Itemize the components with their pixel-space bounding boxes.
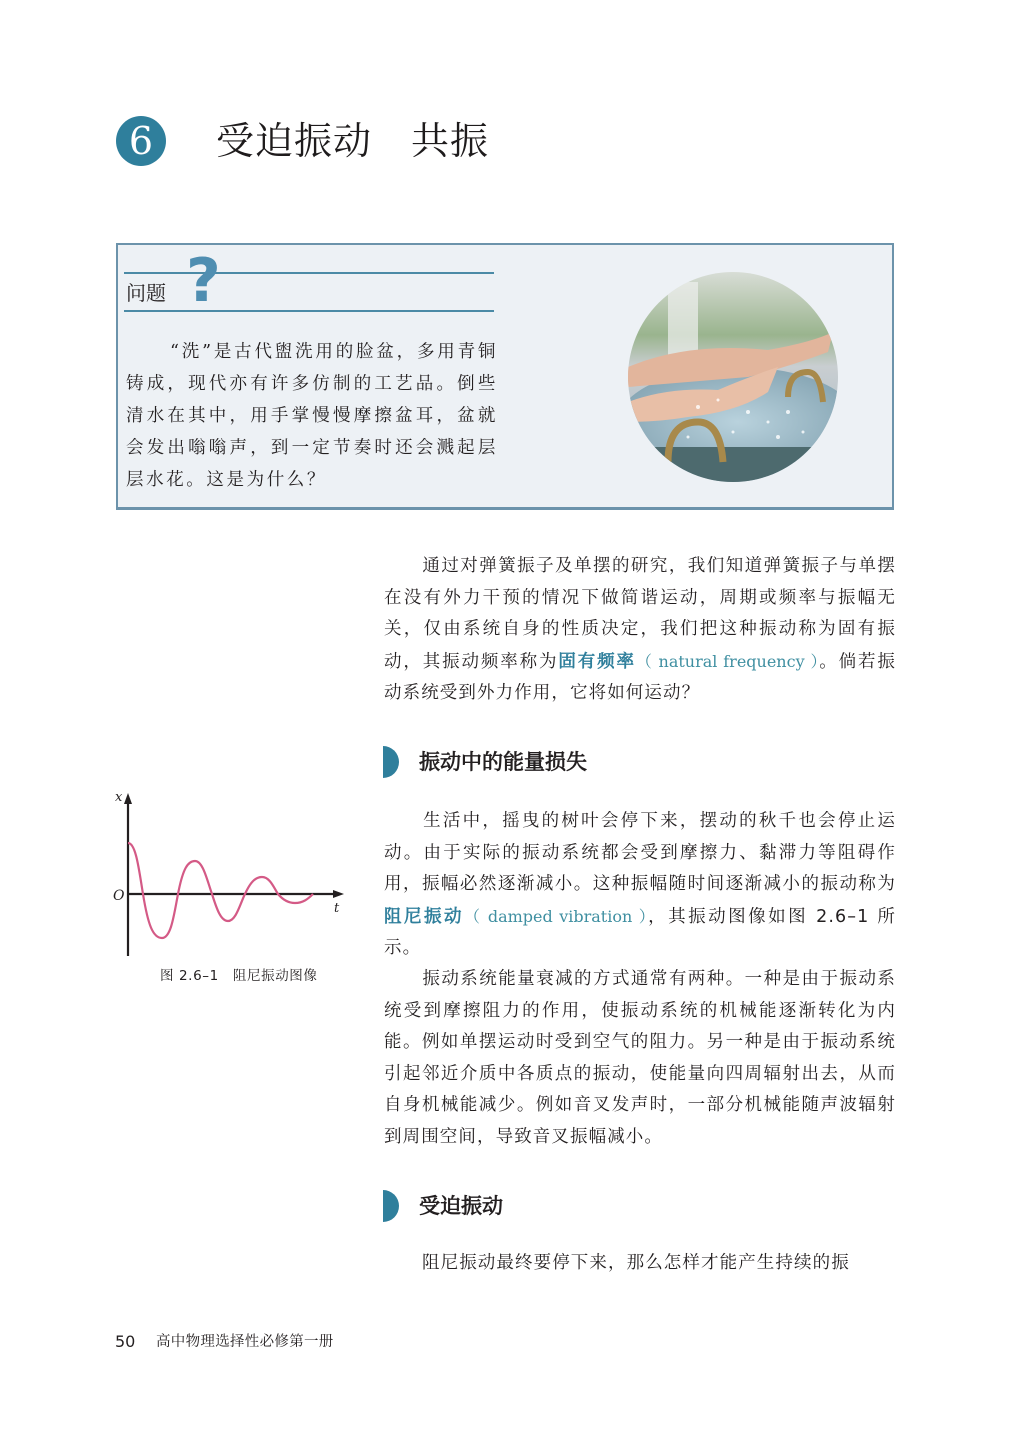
damped-vibration-figure	[108, 786, 358, 966]
term-damped-vibration: 阻尼振动	[384, 906, 464, 927]
section-marker-icon	[383, 746, 399, 778]
question-label: 问题	[126, 281, 166, 305]
section-title: 振动中的能量损失	[419, 750, 587, 774]
chapter-title: 受迫振动 共振	[216, 119, 490, 163]
section-marker-icon	[383, 1190, 399, 1222]
energy-loss-paragraph-2: 振动系统能量衰减的方式通常有两种。一种是由于振动系统受到摩擦阻力的作用，使振动系统的机械能逐渐转化为内能。例如单摆运动时受到空气的阻力。另一种是由于振动系统引起邻近介质中各质点的振动，使能量向四周辐射出去，从而自身机械能减少。例如音叉发声时，一部分机械能随声波辐射到周围空间，导致音叉振幅减小。	[384, 969, 896, 1147]
page-number: 50	[115, 1332, 136, 1351]
question-top-rule	[124, 272, 494, 274]
forced-vibration-paragraph: 阻尼振动最终要停下来，那么怎样才能产生持续的振	[422, 1253, 850, 1273]
term-damped-vibration-en: （ damped vibration ）	[463, 906, 649, 926]
book-title: 高中物理选择性必修第一册	[156, 1334, 334, 1350]
origin-label: O	[113, 888, 125, 904]
energy-loss-paragraph-1: 生活中，摇曳的树叶会停下来，摆动的秋千也会停止运动。由于实际的振动系统都会受到摩擦力、黏滞力等阻碍作用，振幅必然逐渐减小。这种振幅随时间逐渐减小的振动称为阻尼振动（ damped vibration ），其振动图像如图 2.6–1 所示。	[384, 811, 896, 959]
term-natural-frequency: 固有频率	[558, 651, 636, 672]
y-axis-label: x	[115, 790, 123, 805]
question-text: “洗”是古代盥洗用的脸盆，多用青铜铸成，现代亦有许多仿制的工艺品。倒些清水在其中，用手掌慢慢摩擦盆耳，盆就会发出嗡嗡声，到一定节奏时还会溅起层层水花。这是为什么？	[126, 342, 498, 490]
figure-caption: 图 2.6–1 阻尼振动图像	[160, 968, 318, 984]
x-axis-label: t	[334, 901, 340, 916]
question-bottom-rule	[124, 310, 494, 312]
intro-paragraph: 通过对弹簧振子及单摆的研究，我们知道弹簧振子与单摆在没有外力干预的情况下做简谐运动，周期或频率与振幅无关，仅由系统自身的性质决定，我们把这种振动称为固有振动，其振动频率称为固有频率（ natural frequency ）。倘若振动系统受到外力作用，它将如何运动？	[384, 556, 896, 704]
section-title: 受迫振动	[419, 1194, 503, 1218]
chapter-number-badge: 6	[116, 116, 166, 166]
basin-photo	[628, 272, 838, 482]
question-mark-icon: ?	[186, 246, 221, 316]
term-natural-frequency-en: （ natural frequency ）	[635, 651, 820, 671]
